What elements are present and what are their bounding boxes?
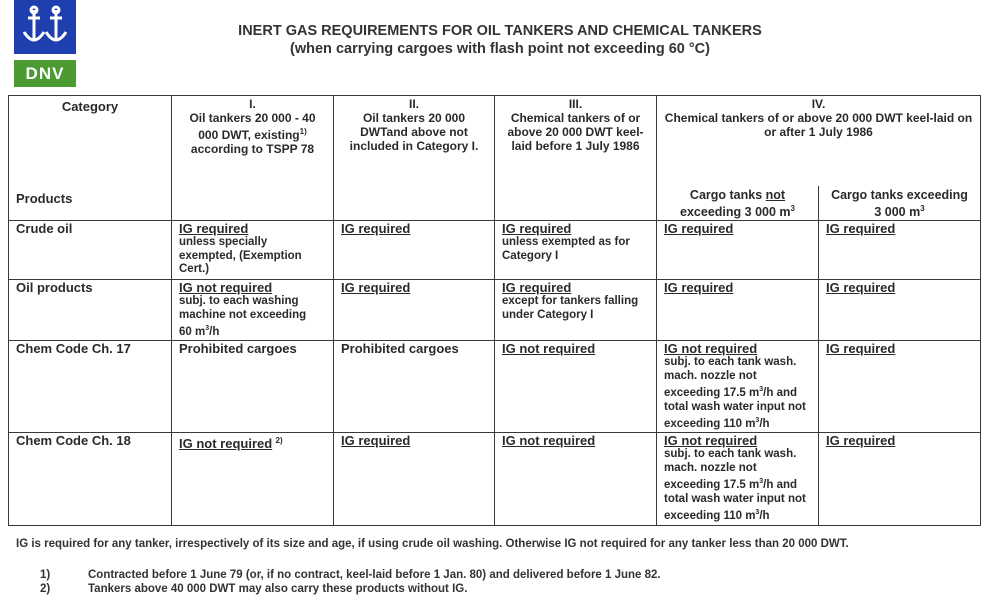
roman-4: IV. <box>811 97 826 111</box>
cell-ch17-c3 <box>495 341 657 433</box>
sub2-sup: 3 <box>920 203 925 213</box>
ig-status: IG required <box>341 280 411 295</box>
cell-crude-c1 <box>172 221 334 280</box>
row-label-crude-oil: Crude oil <box>9 221 172 280</box>
note-sup-1: 3 <box>759 386 764 394</box>
subheader-not-exceeding <box>657 186 819 221</box>
sub1-pre: Cargo tanks <box>689 187 766 202</box>
ig-status: IG required <box>826 433 896 449</box>
cell-crude-c3 <box>495 221 657 280</box>
cell-note <box>664 356 811 431</box>
footnote-ref: 2) <box>275 436 283 446</box>
col-header-cat-4 <box>657 96 981 187</box>
footnote-1-text: Contracted before 1 June 79 (or, if no contract, keel-laid before 1 Jan. 80) and delivered before 1 June 82. <box>88 569 661 581</box>
document-title <box>200 22 800 58</box>
col1-text2: according to TSPP 78 <box>190 142 315 156</box>
cell-note: unless exempted as for Category I <box>502 236 630 262</box>
table-row-crude-oil <box>9 221 981 280</box>
cell-ch18-c4 <box>657 433 819 525</box>
category-label: Category <box>61 99 119 114</box>
cell-oilprod-c4 <box>657 280 819 341</box>
cell-oilprod-c5 <box>819 280 981 341</box>
sub1-post: exceeding 3 000 m <box>680 205 791 219</box>
cell-note <box>664 448 811 523</box>
note-part-2: /h and total wash water input not exceeding 110 m <box>664 479 806 523</box>
products-label: Products <box>16 191 73 206</box>
cell-ch17-c1: Prohibited cargoes <box>172 341 334 433</box>
ig-status: IG required <box>826 221 896 236</box>
ig-status: IG required <box>664 280 734 295</box>
footer-note: IG is required for any tanker, irrespectively of its size and age, if using crude oil washing. Otherwise IG not required for any tanker less than 20 000 DWT. <box>16 538 849 550</box>
ig-status: IG required <box>664 221 734 236</box>
ig-status: IG not required <box>664 433 758 449</box>
dnv-logo <box>14 0 76 87</box>
row-label-chem-ch18: Chem Code Ch. 18 <box>9 433 172 525</box>
cell-ch17-c2: Prohibited cargoes <box>334 341 495 433</box>
footnote-1-number: 1) <box>40 569 51 581</box>
col-header-cat-1 <box>172 96 334 221</box>
cell-note: subj. to each washing machine not exceeding <box>179 295 307 321</box>
ig-status: IG not required <box>664 341 758 357</box>
col-header-cat-3 <box>495 96 657 221</box>
cell-ch18-c5 <box>819 433 981 525</box>
note-sup-2: 3 <box>755 417 760 425</box>
ig-status: IG required <box>502 221 572 236</box>
note-part-1: subj. to each tank wash. mach. nozzle not exceeding 17.5 m <box>664 448 797 492</box>
cell-note: except for tankers falling under Category I <box>502 295 639 321</box>
row-label-oil-products: Oil products <box>9 280 172 341</box>
cell-ch18-c2 <box>334 433 495 525</box>
title-line-1: INERT GAS REQUIREMENTS FOR OIL TANKERS AND CHEMICAL TANKERS <box>238 23 762 39</box>
note-part-1: subj. to each tank wash. mach. nozzle not exceeding 17.5 m <box>664 356 797 400</box>
footnote-2-number: 2) <box>40 583 51 595</box>
ig-status: IG required <box>341 221 411 236</box>
cell-ch18-c3 <box>495 433 657 525</box>
category-products-header <box>9 96 172 221</box>
cell-oilprod-c1 <box>172 280 334 341</box>
note-part-3: /h <box>759 417 770 430</box>
table-row-chem-ch17 <box>9 341 981 433</box>
sub1-not: not <box>765 187 786 202</box>
col4-text: Chemical tankers of or above 20 000 DWT keel-laid on or after 1 July 1986 <box>664 111 973 139</box>
cell-note-rate <box>179 322 326 339</box>
note-part-3: /h <box>759 510 770 523</box>
cell-crude-c4 <box>657 221 819 280</box>
rate-sup: 3 <box>205 325 210 332</box>
roman-3: III. <box>568 97 583 111</box>
table-row-oil-products <box>9 280 981 341</box>
sub1-sup: 3 <box>790 203 795 213</box>
rate-unit: /h <box>209 325 220 338</box>
cell-ch17-c4 <box>657 341 819 433</box>
ig-status: IG not required <box>502 433 596 449</box>
note-sup-1: 3 <box>759 478 764 486</box>
ig-status: IG required <box>179 221 249 236</box>
title-line-2: (when carrying cargoes with flash point not exceeding 60 °C) <box>290 41 710 57</box>
roman-2: II. <box>408 97 419 111</box>
cell-note: unless specially exempted, (Exemption Cert.) <box>179 236 302 275</box>
col-header-cat-2 <box>334 96 495 221</box>
cell-ch18-c1 <box>172 433 334 525</box>
cell-ch17-c5 <box>819 341 981 433</box>
row-label-chem-ch17: Chem Code Ch. 17 <box>9 341 172 433</box>
ig-status: IG required <box>826 280 896 295</box>
dnv-wordmark: DNV <box>14 60 76 87</box>
ig-status: IG required <box>826 341 896 357</box>
note-part-2: /h and total wash water input not exceeding 110 m <box>664 387 806 430</box>
cell-crude-c2 <box>334 221 495 280</box>
footnote-2-text: Tankers above 40 000 DWT may also carry these products without IG. <box>88 583 468 595</box>
note-sup-2: 3 <box>755 509 760 517</box>
anchor-emblem-icon <box>14 0 76 54</box>
rate-value: 60 m <box>179 325 206 338</box>
cell-crude-c5 <box>819 221 981 280</box>
inert-gas-table <box>8 95 981 526</box>
footnote-2 <box>40 583 467 595</box>
ig-status: IG not required <box>179 436 273 452</box>
ig-status: IG not required <box>179 280 273 295</box>
col2-text: Oil tankers 20 000 DWTand above not included in Category I. <box>349 111 479 153</box>
cell-oilprod-c2 <box>334 280 495 341</box>
ig-status: IG required <box>341 433 411 449</box>
sub2-text: Cargo tanks exceeding 3 000 m <box>831 187 968 219</box>
col3-text: Chemical tankers of or above 20 000 DWT keel-laid before 1 July 1986 <box>507 111 644 153</box>
cell-oilprod-c3 <box>495 280 657 341</box>
roman-1: I. <box>249 97 256 111</box>
subheader-exceeding <box>819 186 981 221</box>
col1-sup: 1) <box>299 127 307 136</box>
col1-text: Oil tankers 20 000 - 40 000 DWT, existing <box>189 111 316 142</box>
ig-status: IG not required <box>502 341 596 357</box>
ig-status: IG required <box>502 280 572 295</box>
footnote-1 <box>40 569 661 581</box>
table-row-chem-ch18 <box>9 433 981 525</box>
